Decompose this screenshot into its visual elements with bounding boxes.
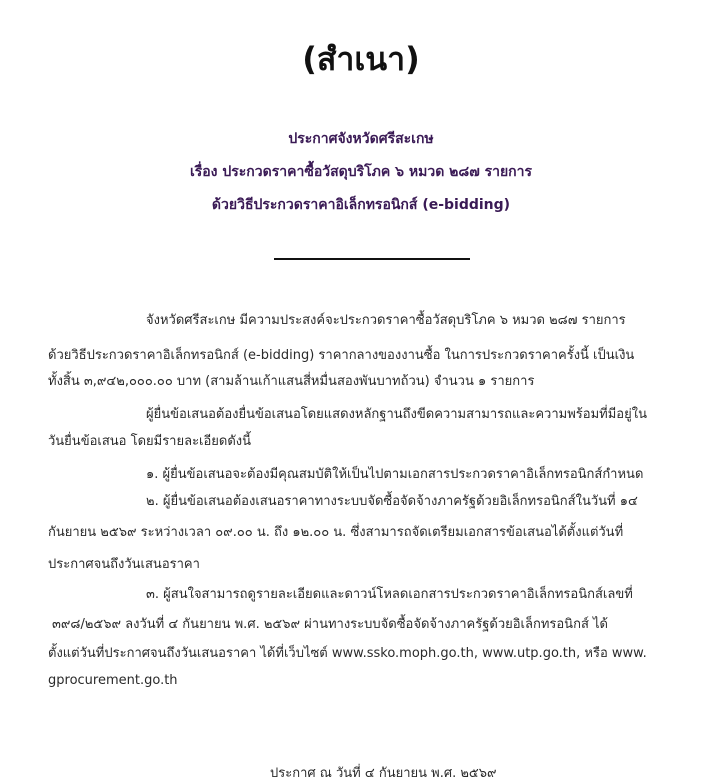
paragraph-1-line-1: จังหวัดศรีสะเกษ มีความประสงค์จะประกวดราคาซื้อวัสดุบริโภค ๖ หมวด ๒๘๗ รายการ [146,313,626,328]
paragraph-1-line-2: ด้วยวิธีประกวดราคาอิเล็กทรอนิกส์ (e-bidding) ราคากลางของงานซื้อ ในการประกวดราคาครั้งนี้ เป็นเงิน [48,348,635,363]
paragraph-1-line-3: ทั้งสิ้น ๓,๙๔๒,๐๐๐.๐๐ บาท (สามล้านเก้าแสนสี่หมื่นสองพันบาทถ้วน) จำนวน ๑ รายการ [48,374,535,389]
item-3-line-2: ๓๙๘/๒๕๖๙ ลงวันที่ ๔ กันยายน พ.ศ. ๒๕๖๙ ผ่านทางระบบจัดซื้อจัดจ้างภาครัฐด้วยอิเล็กทรอนิกส์ ได้ [52,617,608,632]
announcement-date: ประกาศ ณ วันที่ ๔ กันยายน พ.ศ. ๒๕๖๙ [270,766,497,781]
paragraph-2-line-2: วันยื่นข้อเสนอ โดยมีรายละเอียดดังนี้ [48,434,252,449]
item-1: ๑. ผู้ยื่นข้อเสนอจะต้องมีคุณสมบัติให้เป็นไปตามเอกสารประกวดราคาอิเล็กทรอนิกส์กำหนด [146,467,644,482]
item-3-line-1: ๓. ผู้สนใจสามารถดูรายละเอียดและดาวน์โหลดเอกสารประกวดราคาอิเล็กทรอนิกส์เลขที่ [146,587,633,602]
announcement-method: ด้วยวิธีประกวดราคาอิเล็กทรอนิกส์ (e-bidding) [211,197,511,213]
announcement-issuer: ประกาศจังหวัดศรีสะเกษ [288,131,434,147]
paragraph-2-line-1: ผู้ยื่นข้อเสนอต้องยื่นข้อเสนอโดยแสดงหลักฐานถึงขีดความสามารถและความพร้อมที่มีอยู่ใน [146,407,647,422]
copy-stamp-title: (สำเนา) [302,40,420,78]
item-3-line-4: gprocurement.go.th [48,673,178,688]
item-2-line-1: ๒. ผู้ยื่นข้อเสนอต้องเสนอราคาทางระบบจัดซื้อจัดจ้างภาครัฐด้วยอิเล็กทรอนิกส์ในวันที่ ๑๔ [146,494,638,509]
item-3-line-3: ตั้งแต่วันที่ประกาศจนถึงวันเสนอราคา ได้ที่เว็บไซต์ www.ssko.moph.go.th, www.utp.go.th, หรือ www. [48,646,647,661]
item-2-line-2: กันยายน ๒๕๖๙ ระหว่างเวลา ๐๙.๐๐ น. ถึง ๑๒.๐๐ น. ซึ่งสามารถจัดเตรียมเอกสารข้อเสนอได้ตั้งแต่วันที่ [48,525,624,540]
header-divider [274,258,470,260]
item-2-line-3: ประกาศจนถึงวันเสนอราคา [48,557,200,572]
announcement-subject: เรื่อง ประกวดราคาซื้อวัสดุบริโภค ๖ หมวด ๒๘๗ รายการ [189,164,533,180]
